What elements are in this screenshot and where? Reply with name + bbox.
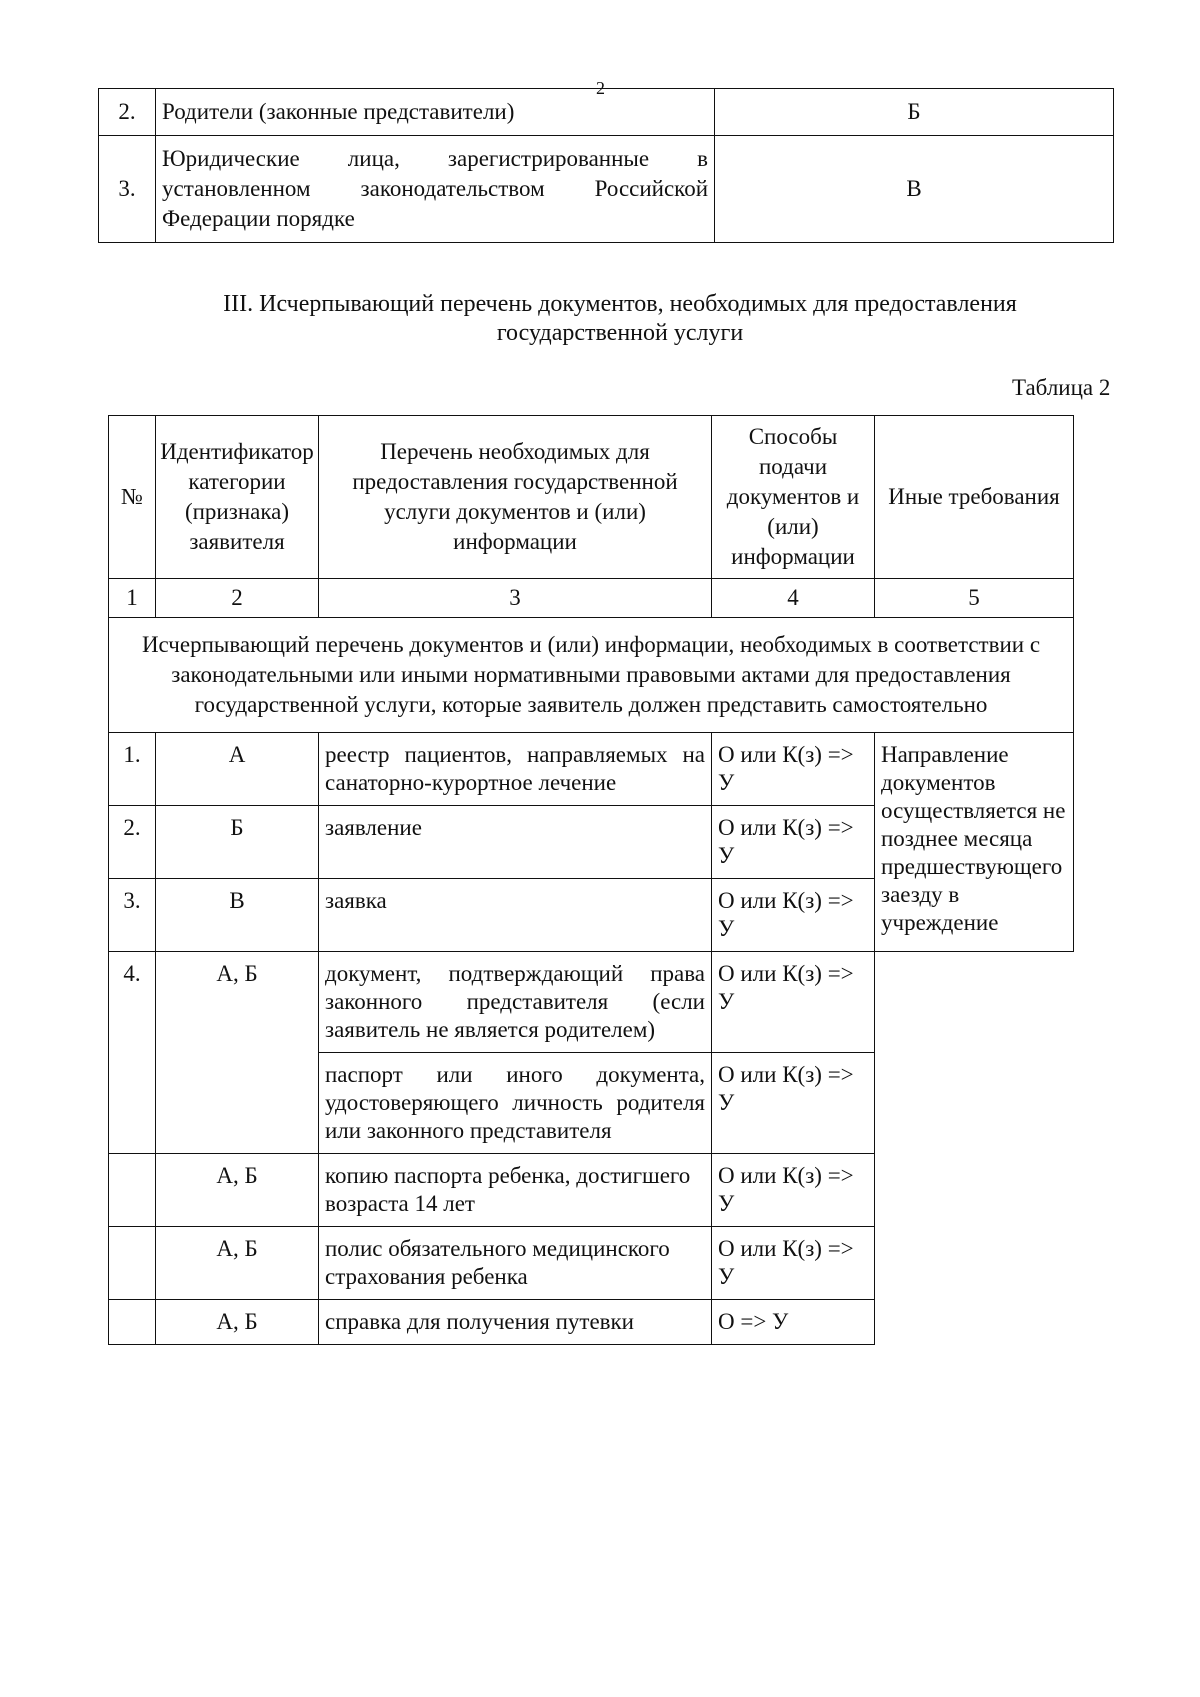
column-number: 4 xyxy=(712,579,875,618)
group-title: Исчерпывающий перечень документов и (или) информации, необходимых в соответствии с законодательными или иными нормативными правовыми актами для предоставления государственной услуги, которые заявитель должен представить самостоятельно xyxy=(109,618,1074,733)
applicant-categories-table xyxy=(98,88,1114,243)
column-number: 2 xyxy=(156,579,319,618)
category-code: Б xyxy=(715,89,1114,136)
table-caption: Таблица 2 xyxy=(1012,375,1111,400)
table-row xyxy=(109,733,1074,806)
row-method: О или К(з) => У xyxy=(712,1227,875,1300)
row-identifier: А xyxy=(156,733,319,806)
empty-cell xyxy=(875,952,1074,1345)
page-number: 2 xyxy=(596,78,605,98)
row-method: О => У xyxy=(712,1300,875,1345)
row-method: О или К(з) => У xyxy=(712,1154,875,1227)
row-method: О или К(з) => У xyxy=(712,879,875,952)
table-row xyxy=(109,952,1074,1053)
row-document: паспорт или иного документа, удостоверяющего личность родителя или законного представителя xyxy=(319,1053,712,1154)
row-document: копию паспорта ребенка, достигшего возраста 14 лет xyxy=(319,1154,712,1227)
header-methods: Способы подачи документов и (или) информации xyxy=(712,416,875,579)
row-number: 2. xyxy=(109,806,156,879)
header-number: № xyxy=(109,416,156,579)
row-method: О или К(з) => У xyxy=(712,806,875,879)
row-identifier: А, Б xyxy=(156,1154,319,1227)
category-name: Родители (законные представители) xyxy=(156,89,715,136)
row-document: заявление xyxy=(319,806,712,879)
row-method: О или К(з) => У xyxy=(712,1053,875,1154)
row-identifier: А, Б xyxy=(156,1227,319,1300)
table-row xyxy=(99,136,1114,243)
documents-table xyxy=(108,415,1074,1345)
column-number: 1 xyxy=(109,579,156,618)
row-number: 2. xyxy=(99,89,156,136)
column-number: 3 xyxy=(319,579,712,618)
row-identifier: А, Б xyxy=(156,1300,319,1345)
section-title-line-1: III. Исчерпывающий перечень документов, необходимых для предоставления xyxy=(223,291,1017,317)
row-number: 3. xyxy=(99,136,156,243)
column-number: 5 xyxy=(875,579,1074,618)
row-document: заявка xyxy=(319,879,712,952)
header-row xyxy=(109,416,1074,579)
category-code: В xyxy=(715,136,1114,243)
row-identifier: Б xyxy=(156,806,319,879)
row-document: полис обязательного медицинского страхования ребенка xyxy=(319,1227,712,1300)
row-document: документ, подтверждающий права законного представителя (если заявитель не является родителем) xyxy=(319,952,712,1053)
header-identifier: Идентификатор категории (признака) заявителя xyxy=(156,416,319,579)
section-title xyxy=(150,290,1090,348)
header-documents: Перечень необходимых для предоставления государственной услуги документов и (или) информации xyxy=(319,416,712,579)
row-identifier: В xyxy=(156,879,319,952)
column-numbers-row xyxy=(109,579,1074,618)
row-number xyxy=(109,1300,156,1345)
row-number: 4. xyxy=(109,952,156,1154)
section-title-line-2: государственной услуги xyxy=(496,320,744,346)
row-method: О или К(з) => У xyxy=(712,733,875,806)
group-row xyxy=(109,618,1074,733)
row-number xyxy=(109,1227,156,1300)
row-document: реестр пациентов, направляемых на санаторно-курортное лечение xyxy=(319,733,712,806)
other-requirements: Направление документов осуществляется не позднее месяца предшествующего заезду в учреждение xyxy=(875,733,1074,952)
row-document: справка для получения путевки xyxy=(319,1300,712,1345)
table-row xyxy=(99,89,1114,136)
row-number xyxy=(109,1154,156,1227)
row-identifier: А, Б xyxy=(156,952,319,1154)
header-other: Иные требования xyxy=(875,416,1074,579)
row-number: 1. xyxy=(109,733,156,806)
row-number: 3. xyxy=(109,879,156,952)
row-method: О или К(з) => У xyxy=(712,952,875,1053)
category-name: Юридические лица, зарегистрированные в установленном законодательством Российской Федерации порядке xyxy=(156,136,715,243)
